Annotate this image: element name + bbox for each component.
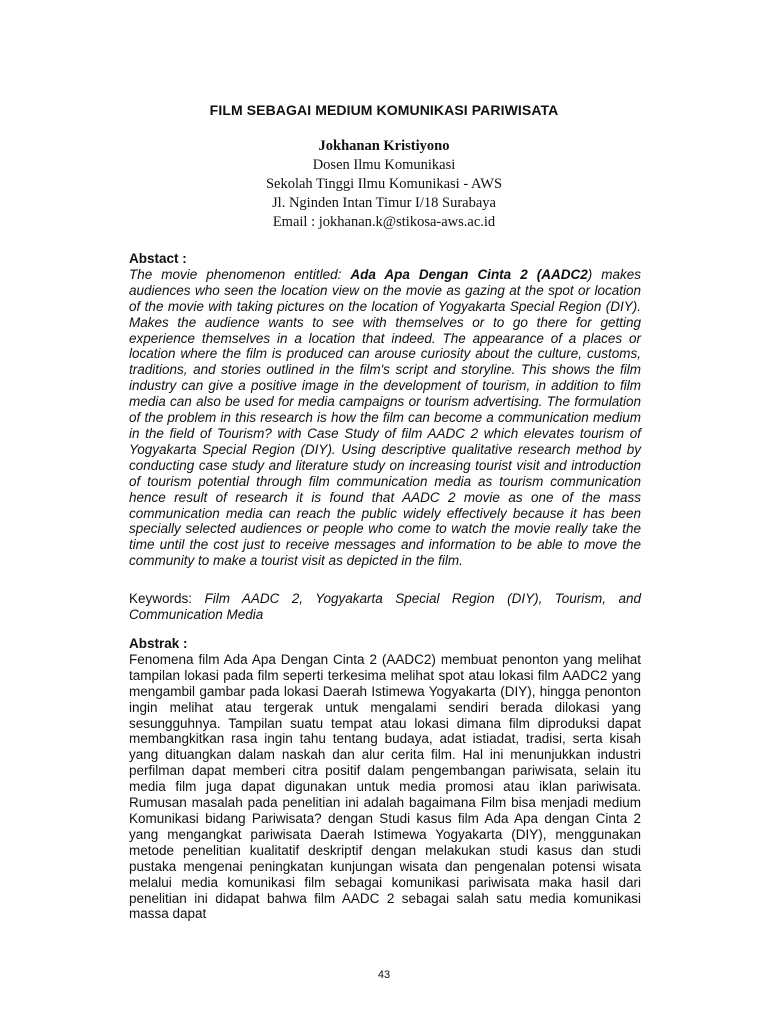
author-name: Jokhanan Kristiyono — [318, 138, 450, 154]
page-number: 43 — [377, 969, 391, 981]
keywords — [129, 591, 641, 623]
abstract-indonesian-body: Fenomena film Ada Apa Dengan Cinta 2 (AADC2) membuat penonton yang melihat tampilan lokasi pada film seperti terkesima melihat spot atau lokasi film AADC2 yang mengambil gambar pada lokasi Daerah Istimewa Yogyakarta (DIY), hingga penonton ingin melihat atau tergerak untuk mengalami sendiri berada dilokasi yang sesungguhnya. Tampilan suatu tempat atau lokasi dimana film diproduksi dapat membangkitkan rasa ingin tahu tentang budaya, adat istiadat, tradisi, serta kisah yang dituangkan dalam naskah dan alur cerita film. Hal ini menunjukkan industri perfilman dapat memberi citra positif dalam pengembangan pariwisata, selain itu media film juga dapat digunakan untuk media promosi atau iklan pariwisata. Rumusan masalah pada penelitian ini adalah bagaimana Film bisa menjadi medium Komunikasi bidang Pariwisata? dengan Studi kasus film Ada Apa dengan Cinta 2 yang mengangkat pariwisata Daerah Istimewa Yogyakarta (DIY), menggunakan metode penelitian kualitatif deskriptif dengan melakukan studi kasus dan studi pustaka mengenai peningkatan kunjungan wisata dan pengenalan potensi wisata melalui media komunikasi film sebagai komunikasi pariwisata maka hasil dari penelitian ini didapat bahwa film AADC 2 sebagai salah satu media komunikasi massa dapat — [129, 651, 641, 922]
abstract-indonesian — [129, 636, 641, 922]
abstract-english — [129, 251, 641, 569]
author-block — [0, 137, 768, 232]
author-address: Jl. Nginden Intan Timur I/18 Surabaya — [272, 195, 496, 211]
author-institution: Sekolah Tinggi Ilmu Komunikasi - AWS — [265, 176, 503, 192]
abstract-english-body: ) makes audiences who seen the location view on the movie as gazing at the spot or location of the movie with taking pictures on the location of Yogyakarta Special Region (DIY). Makes the audience wants to see with themselves or to go there for getting experience themselves in a location that indeed. The appearance of a places or location where the film is produced can arouse curiosity about the culture, customs, traditions, and stories outlined in the film's script and storyline. This shows the film industry can give a positive image in the development of tourism, in addition to film media can also be used for media campaigns or tourism advertising. The formulation of the problem in this research is how the film can become a communication medium in the field of Tourism? with Case Study of film AADC 2 which elevates tourism of Yogyakarta Special Region (DIY). Using descriptive qualitative research method by conducting case study and literature study on increasing tourist visit and introduction of tourism potential through film communication media as tourism communication hence result of research it is found that AADC 2 movie as one of the mass communication media can reach the public widely effectively because it has been specially selected audiences or people who come to watch the movie really take the time until the cost just to receive messages and information to be able to move the community to make a tourist visit as depicted in the film. — [129, 266, 641, 569]
keywords-values: Film AADC 2, Yogyakarta Special Region (DIY), Tourism, and Communication Media — [129, 591, 641, 622]
abstract-english-heading: Abstact : — [129, 251, 187, 266]
abstract-indonesian-heading: Abstrak : — [129, 636, 188, 651]
paper-title: FILM SEBAGAI MEDIUM KOMUNIKASI PARIWISATA — [209, 102, 559, 118]
keywords-label: Keywords: — [129, 591, 205, 606]
abstract-english-intro: The movie phenomenon entitled: — [129, 266, 351, 282]
author-position: Dosen Ilmu Komunikasi — [312, 157, 456, 173]
abstract-english-film-title: Ada Apa Dengan Cinta 2 (AADC2 — [350, 266, 588, 282]
author-email: Email : jokhanan.k@stikosa-aws.ac.id — [272, 214, 496, 230]
